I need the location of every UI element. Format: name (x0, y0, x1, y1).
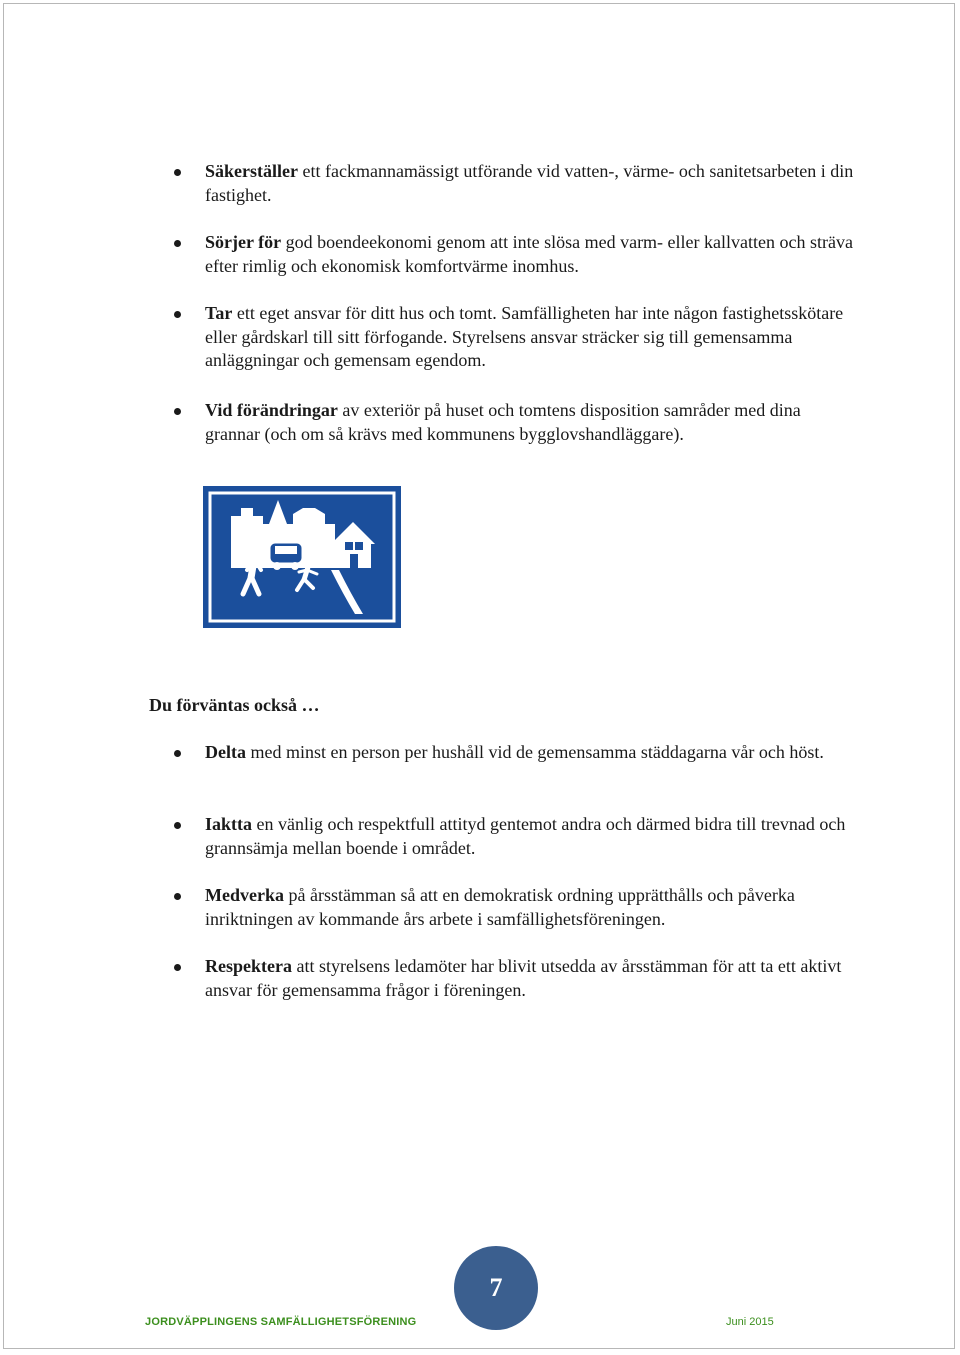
car-wheel-icon (291, 562, 299, 570)
list-item-text (205, 813, 855, 860)
list-item-keyword: Respektera (205, 956, 292, 976)
list-item-body: en vänlig och respektfull attityd gentemot andra och därmed bidra till trevnad och grannsämja mellan boende i området. (205, 814, 846, 858)
list-item-body: ett eget ansvar för ditt hus och tomt. Samfälligheten har inte någon fastighetsskötare eller gårdskarl till sitt förfogande. Styrelsens ansvar sträcker sig till gemensamma anläggningar och gemensam egendom. (205, 303, 844, 370)
list-item-keyword: Iaktta (205, 814, 253, 834)
car-window-icon (275, 546, 297, 554)
bullet-icon (174, 169, 181, 176)
house-door-icon (350, 554, 358, 568)
bullet-icon (174, 240, 181, 247)
list-item-body: att styrelsens ledamöter har blivit utsedda av årsstämman för att ta ett aktivt ansvar för gemensamma frågor i föreningen. (205, 956, 842, 1000)
list-item-text (205, 955, 855, 1002)
footer-organization: JORDVÄPPLINGENS SAMFÄLLIGHETSFÖRENING (145, 1316, 417, 1328)
bullet-icon (174, 822, 181, 829)
list-item-body: av exteriör på huset och tomtens disposition samråder med dina grannar (och om så krävs med kommunens bygglovshandläggare). (205, 400, 801, 444)
section-heading: Du förväntas också … (149, 695, 320, 715)
list-item-text (205, 884, 855, 931)
list-item-keyword: Medverka (205, 885, 284, 905)
list-item-text (205, 741, 855, 765)
house-window-icon (345, 542, 353, 550)
list-item-body: god boendeekonomi genom att inte slösa med varm- eller kallvatten och sträva efter rimlig och ekonomisk komfortvärme inomhus. (205, 232, 853, 276)
bullet-icon (174, 408, 181, 415)
list-item-text (205, 302, 855, 373)
list-item-keyword: Sörjer för (205, 232, 282, 252)
list-item-keyword: Säkerställer (205, 161, 298, 181)
list-item-body: ett fackmannamässigt utförande vid vatten-, värme- och sanitetsarbeten i din fastighet. (205, 161, 854, 205)
list-item-keyword: Vid förändringar (205, 400, 338, 420)
list-item-text (205, 231, 855, 278)
list-item-keyword: Tar (205, 303, 233, 323)
list-item-body: på årsstämman så att en demokratisk ordning upprätthålls och påverka inriktningen av kommande års arbete i samfällighetsföreningen. (205, 885, 795, 929)
residential-area-sign-icon (203, 486, 401, 628)
bullet-icon (174, 750, 181, 757)
car-wheel-icon (273, 562, 281, 570)
bullet-icon (174, 893, 181, 900)
list-item-text (205, 160, 855, 207)
list-item-text (205, 399, 855, 446)
page-number-badge: 7 (454, 1246, 538, 1330)
bullet-icon (174, 964, 181, 971)
footer-date: Juni 2015 (726, 1316, 774, 1328)
bullet-icon (174, 311, 181, 318)
list-item-keyword: Delta (205, 742, 246, 762)
house-window-icon (355, 542, 363, 550)
list-item-body: med minst en person per hushåll vid de gemensamma städdagarna vår och höst. (245, 742, 824, 762)
